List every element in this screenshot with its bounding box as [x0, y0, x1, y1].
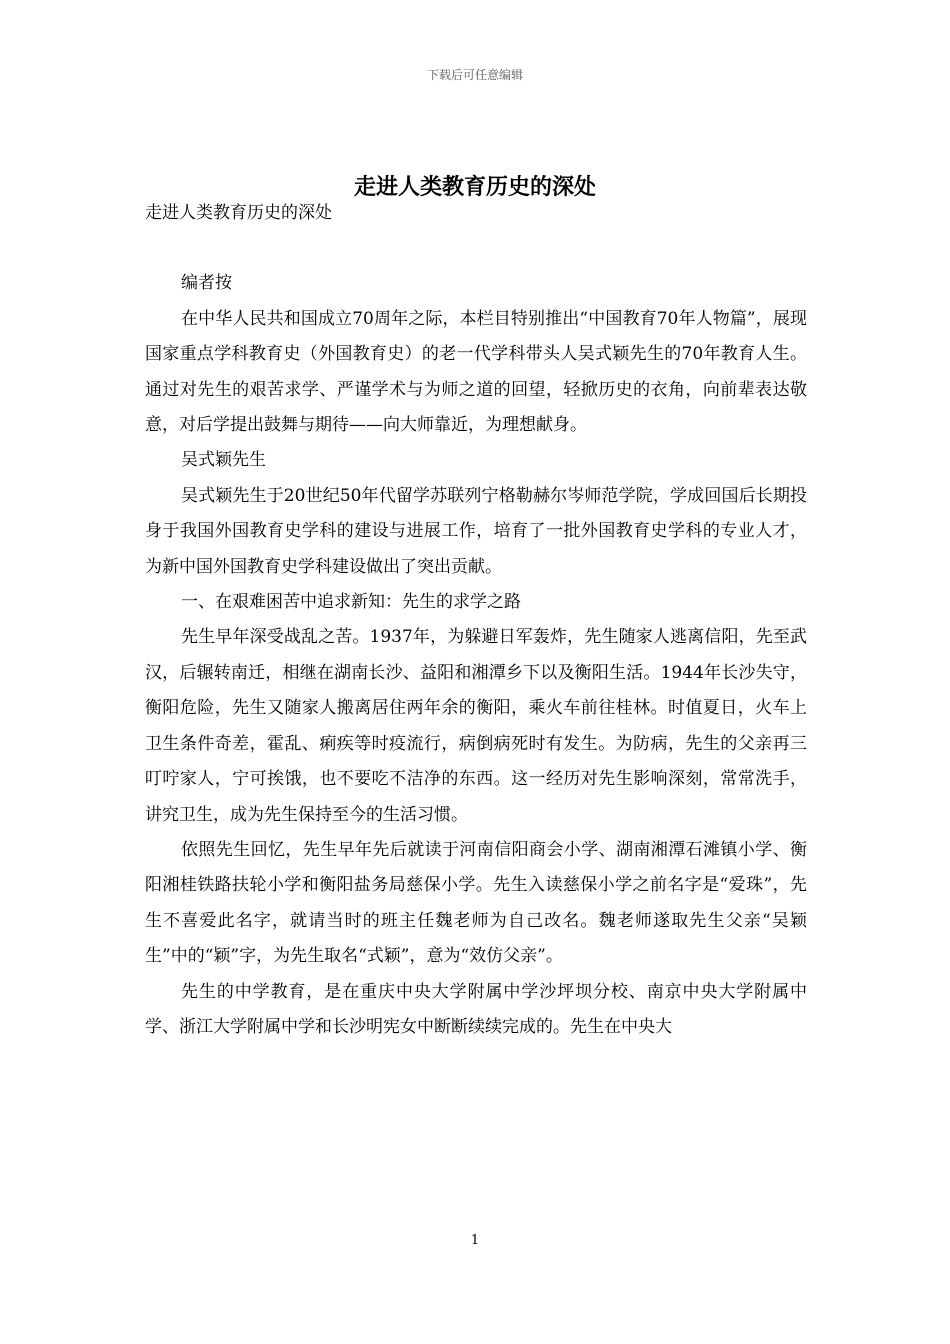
document-body	[145, 196, 807, 1045]
body-paragraph: 先生的中学教育，是在重庆中央大学附属中学沙坪坝分校、南京中央大学附属中学、浙江大学附属中学和长沙明宪女中断断续续完成的。先生在中央大	[145, 981, 807, 1037]
body-paragraph: 先生早年深受战乱之苦。1937年，为躲避日军轰炸，先生随家人逃离信阳，先至武汉，后辗转南迁，相继在湖南长沙、益阳和湘潭乡下以及衡阳生活。1944年长沙失守，衡阳危险，先生又随家人搬离居住两年余的衡阳，乘火车前往桂林。时值夏日，火车上卫生条件奇差，霍乱、痢疾等时疫流行，病倒病死时有发生。为防病，先生的父亲再三叮咛家人，宁可挨饿，也不要吃不洁净的东西。这一经历对先生影响深刻，常常洗手，讲究卫生，成为先生保持至今的生活习惯。	[145, 627, 807, 825]
section-heading: 一、在艰难困苦中追求新知：先生的求学之路	[181, 592, 521, 613]
editor-note-paragraph: 在中华人民共和国成立70周年之际，本栏目特别推出“中国教育70年人物篇”，展现国家重点学科教育史（外国教育史）的老一代学科带头人吴式颖先生的70年教育人生。通过对先生的艰苦求学、严谨学术与为师之道的回望，轻掀历史的衣角，向前辈表达敬意，对后学提出鼓舞与期待——向大师靠近，为理想献身。	[145, 308, 807, 436]
person-name-heading: 吴式颖先生	[181, 450, 266, 471]
page-number: 1	[470, 1233, 480, 1248]
document-title: 走进人类教育历史的深处	[353, 173, 596, 200]
editor-note-heading: 编者按	[181, 273, 232, 294]
header-note: 下载后可任意编辑	[426, 68, 523, 82]
biography-paragraph: 吴式颖先生于20世纪50年代留学苏联列宁格勒赫尔岑师范学院，学成回国后长期投身于我国外国教育史学科的建设与进展工作，培育了一批外国教育史学科的专业人才，为新中国外国教育史学科建设做出了突出贡献。	[145, 485, 807, 577]
document-subtitle: 走进人类教育历史的深处	[145, 203, 332, 223]
body-paragraph: 依照先生回忆，先生早年先后就读于河南信阳商会小学、湖南湘潭石滩镇小学、衡阳湘桂铁路扶轮小学和衡阳盐务局慈保小学。先生入读慈保小学之前名字是“爱珠”，先生不喜爱此名字，就请当时的班主任魏老师为自己改名。魏老师遂取先生父亲“吴颖生”中的“颖”字，为先生取名“式颖”，意为“效仿父亲”。	[145, 839, 807, 967]
